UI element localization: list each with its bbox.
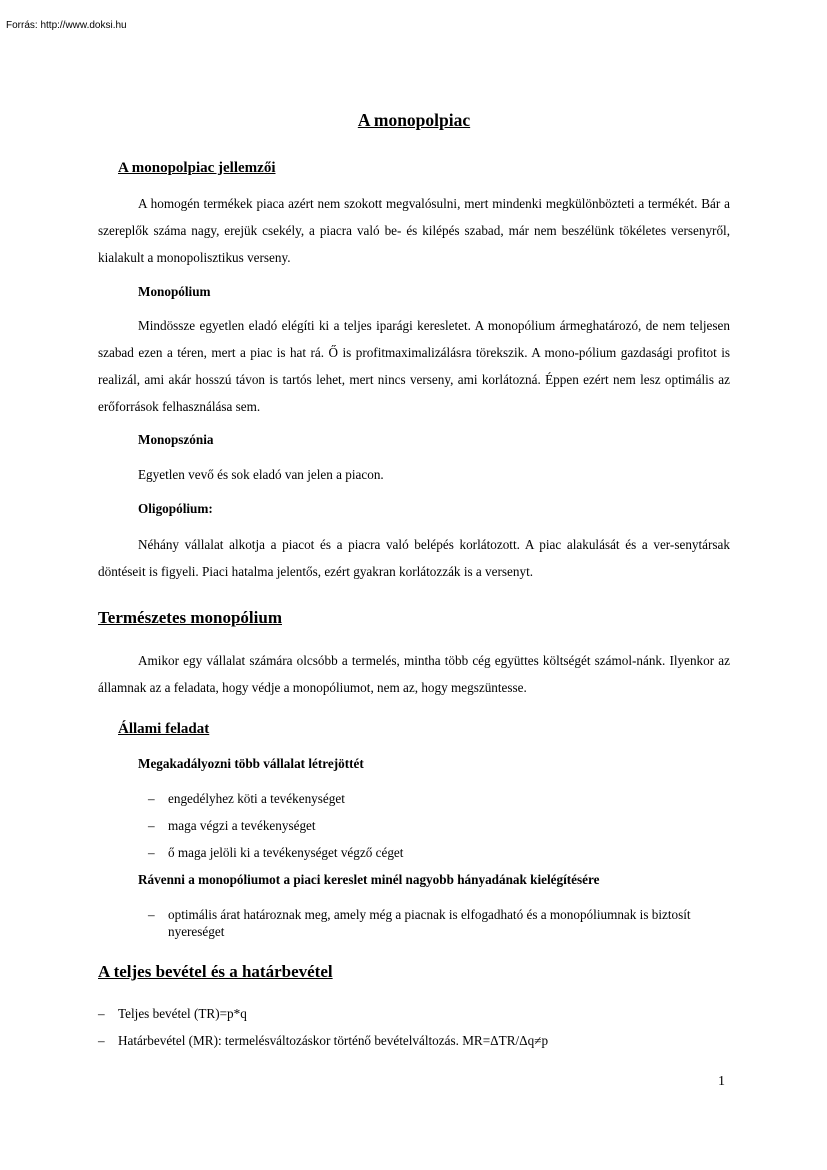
paragraph-monopolium: Mindössze egyetlen eladó elégíti ki a teljes iparági keresletet. A monopólium ármeghatározó, de nem teljesen szabad ezen a téren, mert a piac is hat rá. Ő is profitmaximalizálásra törekszik. A mono-pólium gazdasági profitot is realizál, ami akár hosszú távon is tartós lehet, mert nincs verseny, ami korlátozná. Éppen ezért nem lesz optimális az erőforrások felhasználása sem. (98, 318, 730, 414)
source-line: Forrás: http://www.doksi.hu (6, 20, 127, 31)
heading-bevetel: A teljes bevétel és a határbevétel (98, 962, 333, 981)
dash-bullet: – (148, 907, 155, 922)
subheading-megakadalyozni: Megakadályozni több vállalat létrejöttét (138, 756, 364, 771)
term-monopolium: Monopólium (138, 284, 211, 299)
paragraph-intro: A homogén termékek piaca azért nem szokott megvalósulni, mert mindenki megkülönbözteti a termékét. Bár a szereplők száma nagy, erejük csekély, a piacra való be- és kilépés szabad, már nem beszélünk tökéletes versenyről, kialakult a monopolisztikus verseny. (98, 196, 730, 265)
subheading-raveni: Rávenni a monopóliumot a piaci kereslet minél nagyobb hányadának kielégítésére (138, 872, 600, 887)
list-item: – Határbevétel (MR): termelésváltozáskor történő bevételváltozás. MR=ΔTR/Δq≠p (98, 1027, 730, 1054)
dash-bullet: – (148, 845, 155, 860)
paragraph-monopszonia: Egyetlen vevő és sok eladó van jelen a piacon. (138, 467, 384, 482)
list-item: – ő maga jelöli ki a tevékenységet végző céget (148, 839, 730, 866)
heading-allami: Állami feladat (118, 721, 210, 737)
list-bevetel (98, 1000, 730, 1054)
list-item: – Teljes bevétel (TR)=p*q (98, 1000, 730, 1027)
term-oligopolium: Oligopólium: (138, 501, 213, 516)
dash-bullet: – (98, 1006, 105, 1021)
list-raveni (148, 906, 730, 940)
heading-jellemzok: A monopolpiac jellemzői (118, 160, 276, 176)
page-number: 1 (718, 1074, 725, 1089)
term-monopszonia: Monopszónia (138, 432, 214, 447)
heading-termeszetes: Természetes monopólium (98, 608, 282, 627)
page-title: A monopolpiac (357, 110, 471, 130)
list-item: – engedélyhez köti a tevékenységet (148, 785, 730, 812)
paragraph-oligopolium: Néhány vállalat alkotja a piacot és a piacra való belépés korlátozott. A piac alakulását és a ver-senytársak döntéseit is figyeli. Piaci hatalma jelentős, ezért gyakran korlátozzák is a versenyt. (98, 537, 730, 579)
paragraph-termeszetes: Amikor egy vállalat számára olcsóbb a termelés, mintha több cég együttes költségét számol-nánk. Ilyenkor az államnak az a feladata, hogy védje a monopóliumot, nem az, hogy megszüntesse. (98, 653, 730, 695)
dash-bullet: – (148, 791, 155, 806)
dash-bullet: – (98, 1033, 105, 1048)
list-item: – maga végzi a tevékenységet (148, 812, 730, 839)
list-megakadalyozni (148, 785, 730, 866)
dash-bullet: – (148, 818, 155, 833)
list-item: – optimális árat határoznak meg, amely még a piacnak is elfogadható és a monopóliumnak is biztosít nyereséget (148, 907, 691, 939)
